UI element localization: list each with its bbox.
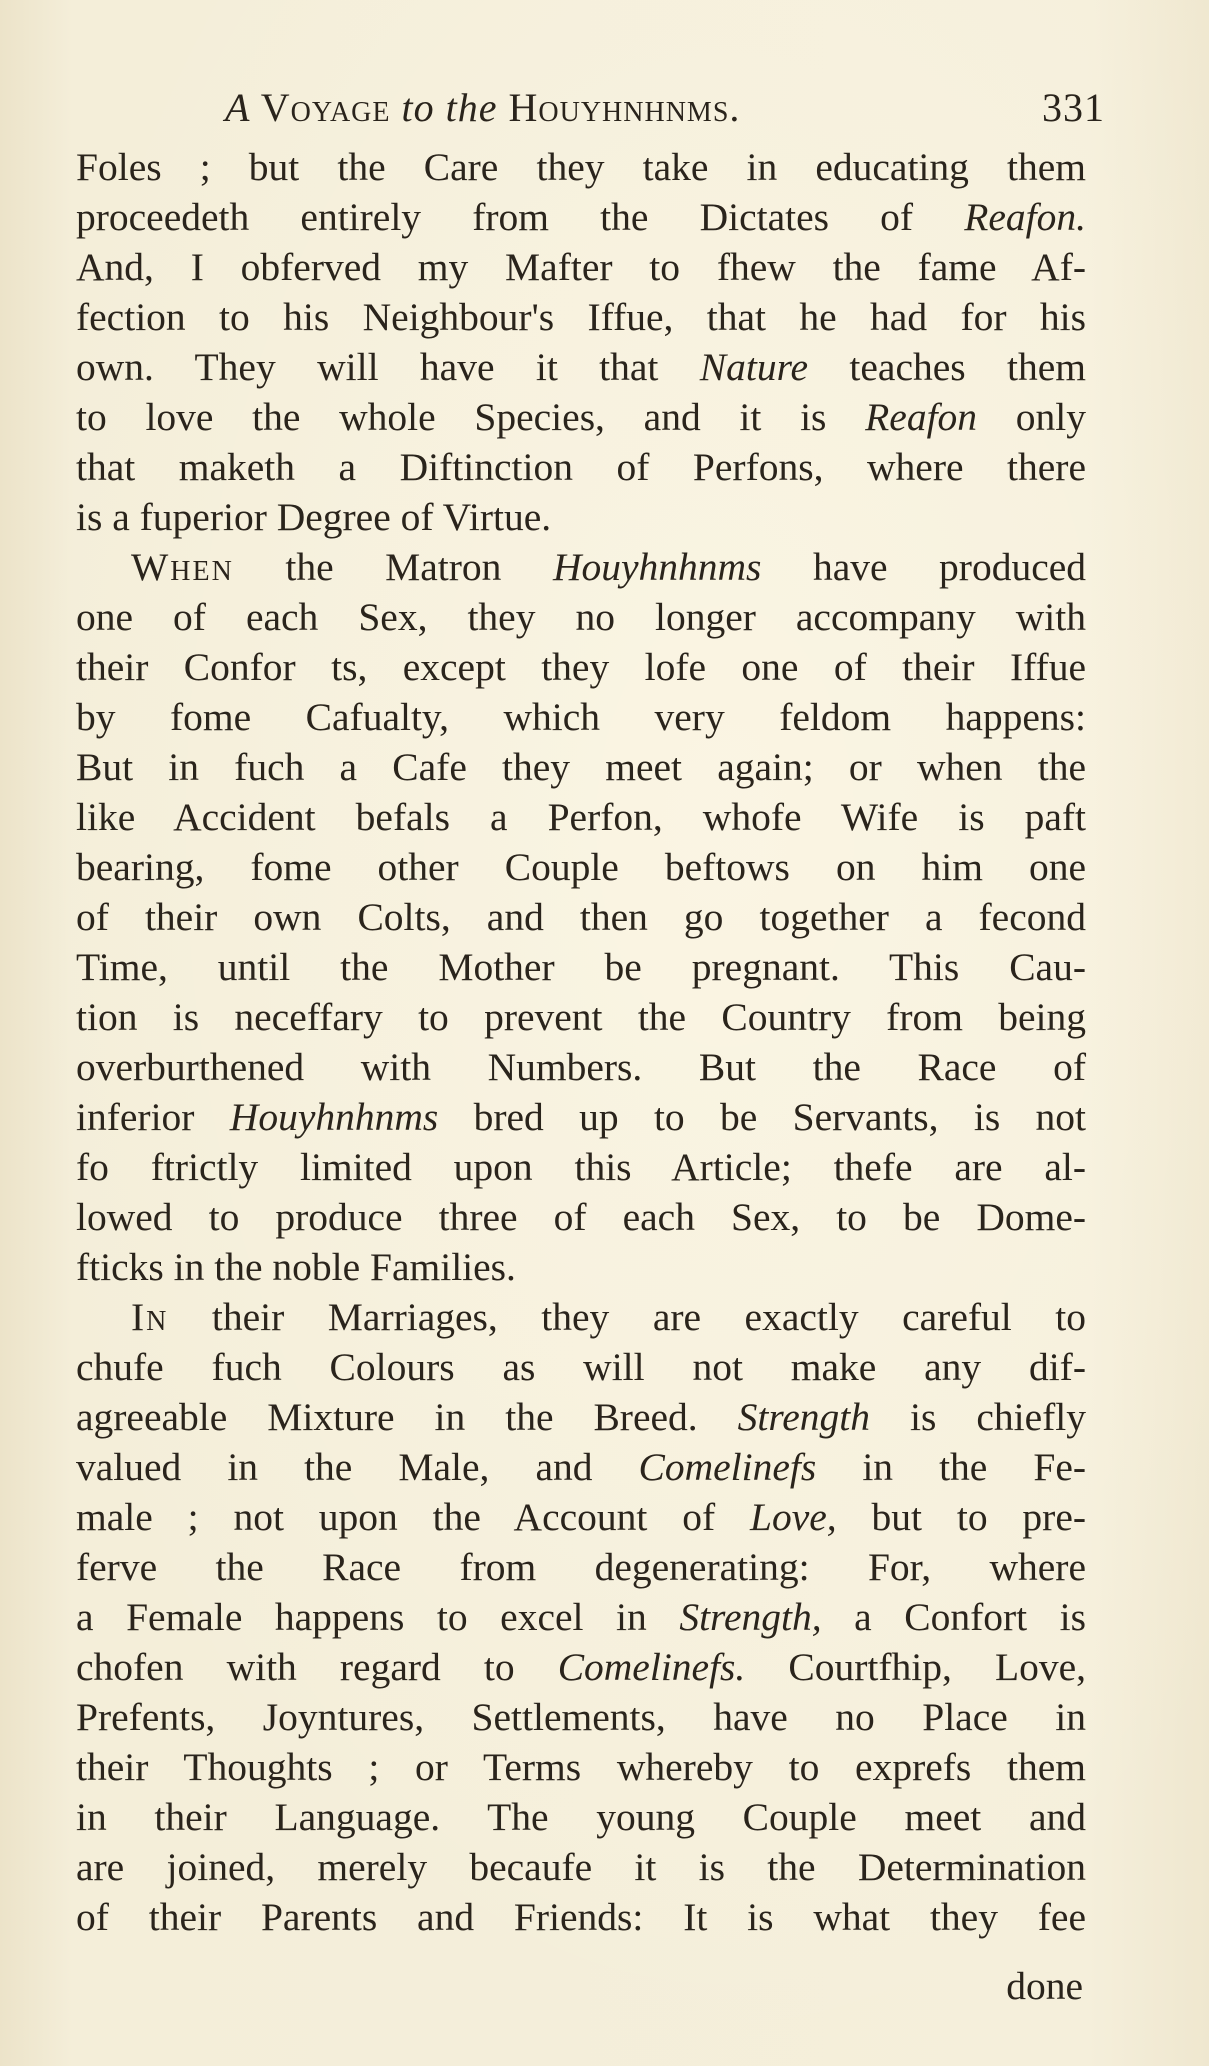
text-line: But in fuch a Cafe they meet again; or when the: [76, 745, 1086, 789]
line-part: only: [1015, 395, 1087, 439]
line-part: valued in the Male, and: [76, 1445, 593, 1489]
text-line: [76, 542, 1086, 592]
running-title: [225, 85, 740, 130]
line-part: their Marriages, they are exactly careful to: [211, 1295, 1086, 1339]
running-head: [225, 84, 1105, 131]
text-line: fticks in the noble Families.: [76, 1245, 516, 1289]
italic-word: Reafon: [865, 395, 978, 439]
text-line: are joined, merely becaufe it is the Determination: [76, 1845, 1086, 1889]
text-line: in their Language. The young Couple meet and: [76, 1795, 1086, 1839]
text-line: [76, 1592, 1086, 1642]
text-line: [76, 1442, 1086, 1492]
text-line: [76, 1492, 1086, 1542]
italic-word: Houyhnhnms: [229, 1095, 439, 1139]
text-line: that maketh a Diftinction of Perfons, where there: [76, 445, 1086, 489]
small-caps-word: When: [131, 545, 234, 589]
line-part: male ; not upon the Account of: [76, 1495, 716, 1539]
text-line: Foles ; but the Care they take in educating them: [76, 145, 1086, 189]
text-line: their Confor ts, except they lofe one of their Iffue: [76, 645, 1086, 689]
text-line: like Accident befals a Perfon, whofe Wife is paft: [76, 795, 1086, 839]
line-part: bred up to be Servants, is not: [473, 1095, 1087, 1139]
italic-word: Nature: [699, 345, 809, 389]
title-voyage: Voyage: [260, 85, 391, 130]
text-line: is a fuperior Degree of Virtue.: [76, 495, 552, 539]
text-line: ferve the Race from degenerating: For, where: [76, 1545, 1086, 1589]
text-line: [76, 392, 1086, 442]
line-part: the Matron: [285, 545, 502, 589]
italic-word: Strength,: [679, 1595, 822, 1639]
text-line: chufe fuch Colours as will not make any dif-: [76, 1345, 1086, 1389]
line-part: have produced: [812, 545, 1087, 589]
text-line: [76, 192, 1086, 242]
text-line: tion is neceffary to prevent the Country from being: [76, 995, 1086, 1039]
italic-word: Reafon.: [964, 195, 1087, 239]
small-caps-word: In: [131, 1295, 169, 1339]
text-line: overburthened with Numbers. But the Race of: [76, 1045, 1086, 1089]
line-part: to love the whole Species, and it is: [76, 395, 827, 439]
text-line: Time, until the Mother be pregnant. This Cau-: [76, 945, 1086, 989]
line-part: chofen with regard to: [76, 1645, 515, 1689]
line-part: Courtfhip, Love,: [788, 1645, 1087, 1689]
text-line: fection to his Neighbour's Iffue, that he had for his: [76, 295, 1086, 339]
body-text: [76, 142, 1086, 1942]
text-line: [76, 1292, 1086, 1342]
line-part: agreeable Mixture in the Breed.: [76, 1395, 698, 1439]
italic-word: Strength: [737, 1395, 871, 1439]
italic-word: Love,: [749, 1495, 837, 1539]
text-line: by fome Cafualty, which very feldom happens:: [76, 695, 1086, 739]
italic-word: Comelinefs.: [557, 1645, 746, 1689]
text-line: [76, 1392, 1086, 1442]
line-part: teaches them: [849, 345, 1086, 389]
line-part: own. They will have it that: [76, 345, 659, 389]
text-line: [76, 1642, 1086, 1692]
text-line: one of each Sex, they no longer accompany with: [76, 595, 1086, 639]
title-a: A: [225, 85, 251, 130]
line-part: proceedeth entirely from the Dictates of: [76, 195, 914, 239]
text-line: And, I obferved my Mafter to fhew the fame Af-: [76, 245, 1086, 289]
catchword: done: [1006, 1964, 1083, 2008]
page-number: 331: [1042, 85, 1105, 130]
line-part: is chiefly: [910, 1395, 1087, 1439]
line-part: a Female happens to excel in: [76, 1595, 647, 1639]
text-line: lowed to produce three of each Sex, to be Dome-: [76, 1195, 1086, 1239]
title-to-the: to the: [401, 85, 498, 130]
text-line: Prefents, Joyntures, Settlements, have no Place in: [76, 1695, 1086, 1739]
text-line: fo ftrictly limited upon this Article; thefe are al-: [76, 1145, 1086, 1189]
title-houyhnhnms: Houyhnhnms.: [508, 85, 741, 130]
text-line: their Thoughts ; or Terms whereby to exprefs them: [76, 1745, 1086, 1789]
text-line: bearing, fome other Couple beftows on him one: [76, 845, 1086, 889]
line-part: inferior: [76, 1095, 195, 1139]
line-part: a Confort is: [854, 1595, 1087, 1639]
text-line: [76, 1092, 1086, 1142]
italic-word: Comelinefs: [638, 1445, 817, 1489]
text-line: of their Parents and Friends: It is what they fee: [76, 1895, 1086, 1939]
line-part: in the Fe-: [862, 1445, 1087, 1489]
italic-word: Houyhnhnms: [552, 545, 762, 589]
text-line: of their own Colts, and then go together a fecond: [76, 895, 1086, 939]
text-line: [76, 342, 1086, 392]
line-part: but to pre-: [871, 1495, 1087, 1539]
